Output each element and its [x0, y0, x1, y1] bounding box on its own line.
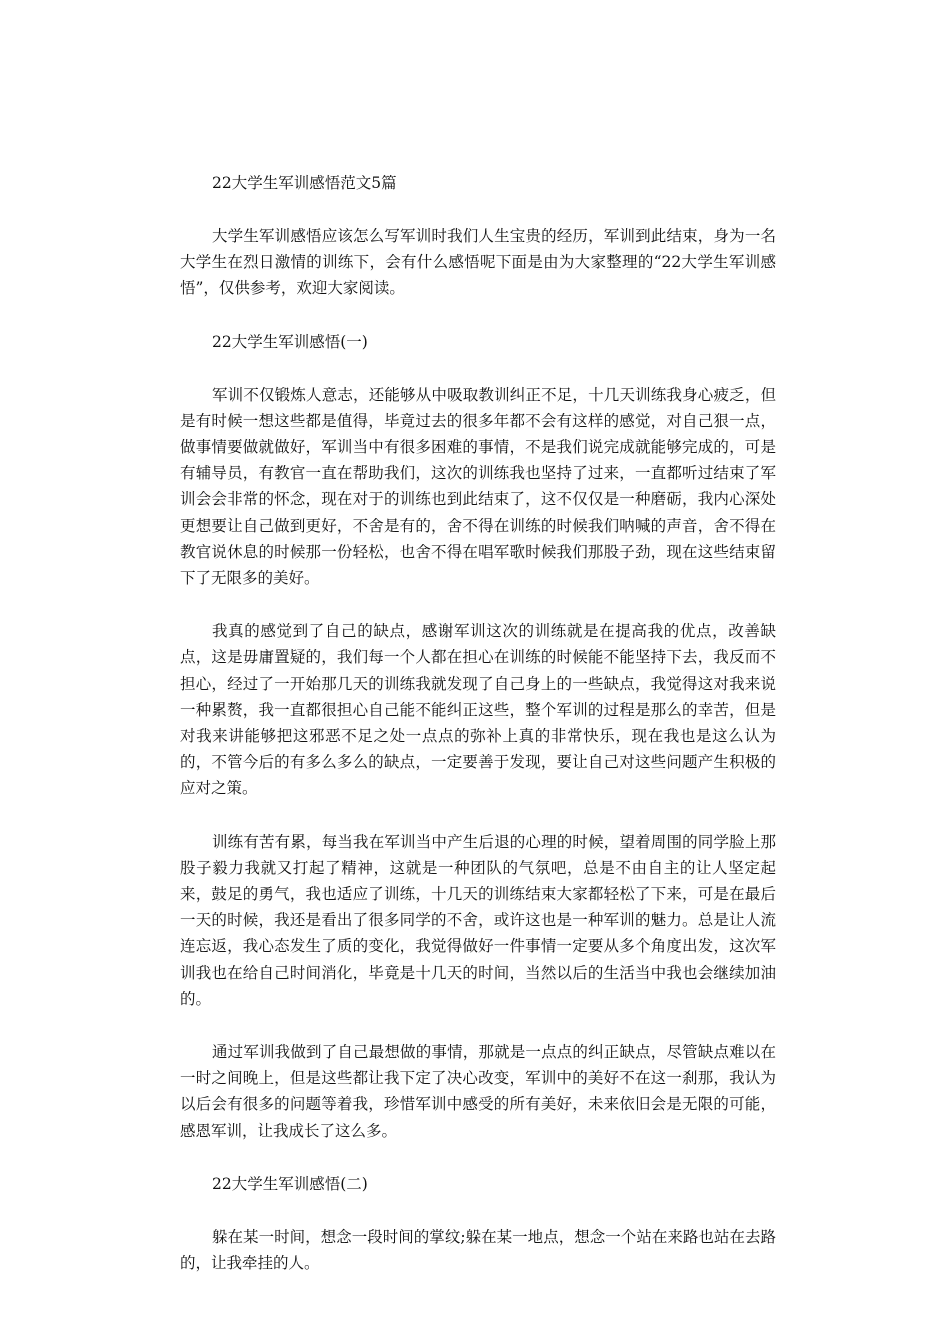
- spacer: [180, 1012, 776, 1039]
- intro-paragraph: 大学生军训感悟应该怎么写军训时我们人生宝贵的经历，军训到此结束，身为一名大学生在烈日激情的训练下，会有什么感悟呢下面是由为大家整理的“22大学生军训感悟”，仅供参考，欢迎大家阅读。: [180, 227, 776, 298]
- body-paragraph: 躲在某一时间，想念一段时间的掌纹;躲在某一地点，想念一个站在来路也站在去路的，让我牵挂的人。: [180, 1227, 776, 1273]
- body-paragraph: 军训不仅锻炼人意志，还能够从中吸取教训纠正不足，十几天训练我身心疲乏，但是有时候一想这些都是值得，毕竟过去的很多年都不会有这样的感觉，对自己狠一点，做事情要做就做好，军训当中有很多困难的事情，不是我们说完成就能够完成的，可是有辅导员，有教官一直在帮助我们，这次的训练我也坚持了过来，一直都听过结束了军训会会非常的怀念，现在对于的训练也到此结束了，这不仅仅是一种磨砺，我内心深处更想要让自己做到更好，不舍是有的，舍不得在训练的时候我们呐喊的声音，舍不得在教官说休息的时候那一份轻松，也舍不得在唱军歌时候我们那股子劲，现在这些结束留下了无限多的美好。: [180, 385, 776, 588]
- body-paragraph: 训练有苦有累，每当我在军训当中产生后退的心理的时候，望着周围的同学脸上那股子毅力我就又打起了精神，这就是一种团队的气氛吧，总是不由自主的让人坚定起来，鼓足的勇气，我也适应了训练，十几天的训练结束大家都轻松了下来，可是在最后一天的时候，我还是看出了很多同学的不舍，或许这也是一种军训的魅力。总是让人流连忘返，我心态发生了质的变化，我觉得做好一件事情一定要从多个角度出发，这次军训我也在给自己时间消化，毕竟是十几天的时间，当然以后的生活当中我也会继续加油的。: [180, 832, 776, 1008]
- spacer: [180, 802, 776, 829]
- document-title: 22大学生军训感悟范文5篇: [212, 174, 397, 192]
- spacer: [180, 591, 776, 618]
- spacer: [180, 1198, 776, 1224]
- body-paragraph: 我真的感觉到了自己的缺点，感谢军训这次的训练就是在提高我的优点，改善缺点，这是毋庸置疑的，我们每一个人都在担心在训练的时候能不能坚持下去，我反而不担心，经过了一开始那几天的训练我就发现了自己身上的一些缺点，我觉得这对我来说一种累赘，我一直都很担心自己能不能纠正这些，整个军训的过程是那么的幸苦，但是对我来讲能够把这邪恶不足之处一点点的弥补上真的非常快乐，现在我也是这么认为的，不管今后的有多么多么的缺点，一定要善于发现，要让自己对这些问题产生积极的应对之策。: [180, 622, 776, 798]
- section-heading-2: 22大学生军训感悟(二): [212, 1174, 368, 1193]
- body-paragraph: 通过军训我做到了自己最想做的事情，那就是一点点的纠正缺点，尽管缺点难以在一时之间晚上，但是这些都让我下定了决心改变，军训中的美好不在这一刹那，我认为以后会有很多的问题等着我，珍惜军训中感受的所有美好，未来依旧会是无限的可能，感恩军训，让我成长了这么多。: [180, 1043, 776, 1140]
- spacer: [180, 356, 776, 382]
- spacer: [180, 1144, 776, 1171]
- spacer: [180, 197, 776, 223]
- section-heading-1: 22大学生军训感悟(一): [212, 332, 368, 351]
- spacer: [180, 302, 776, 329]
- document-body: [180, 170, 776, 1276]
